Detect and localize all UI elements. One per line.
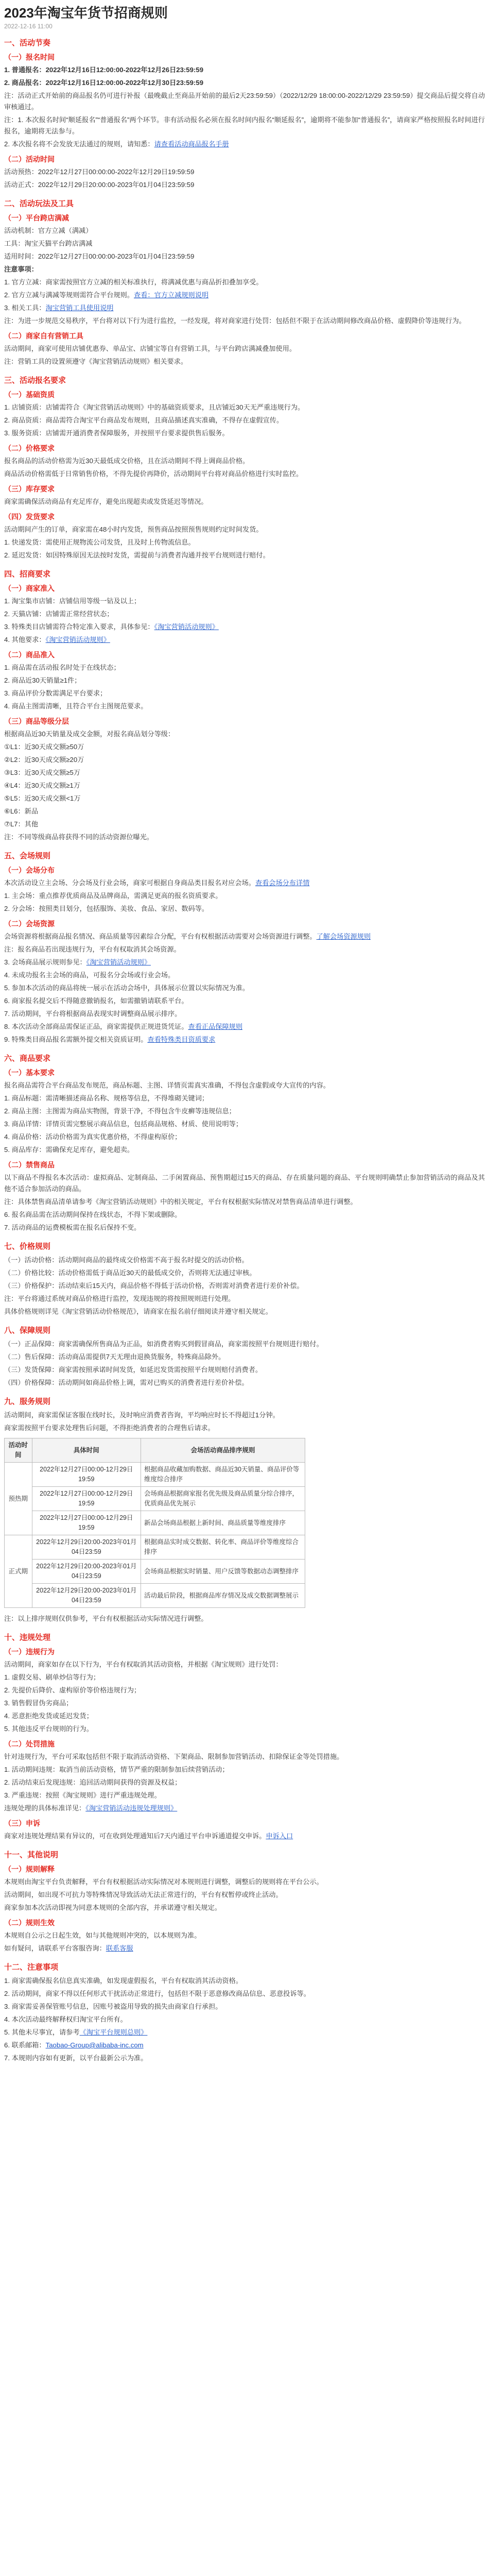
- section-notes: [4, 1961, 485, 2064]
- sorting-rules-table: [4, 1438, 305, 1608]
- subsection-title: （四）发货要求: [4, 513, 55, 521]
- paragraph-text: 本次活动设立主会场、分会场及行业会场，商家可根据自身商品类目报名对应会场。: [4, 879, 255, 887]
- paragraph: 3. 商品评价分数需满足平台要求；: [4, 689, 107, 697]
- paragraph: 4. 商品主图需清晰，且符合平台主图规范要求。: [4, 702, 148, 710]
- page-title: 2023年淘宝年货节招商规则: [4, 5, 168, 21]
- paragraph: 3. 商品详情：详情页需完整展示商品信息，包括商品规格、材质、使用说明等；: [4, 1120, 243, 1128]
- subsection-title: （二）商家自有营销工具: [4, 332, 83, 340]
- paragraph: 6. 商家报名提交后不得随意撤销报名，如需撤销请联系平台。: [4, 997, 188, 1005]
- subsection-title: （三）申诉: [4, 1819, 40, 1827]
- paragraph: 商家参加本次活动即视为同意本规则的全部内容，并承诺遵守相关规定。: [4, 1904, 221, 1911]
- table-cell-rule: 根据商品收藏加购数据、商品近30天销量、商品评价等维度综合排序: [141, 1463, 305, 1487]
- rule-link[interactable]: 《淘宝平台规则总则》: [79, 2028, 148, 2036]
- paragraph: [4, 957, 485, 968]
- paragraph: 活动期间产生的订单，商家需在48小时内发货，预售商品按照预售规则约定时间发货。: [4, 526, 263, 533]
- paragraph-text: 2. 官方立减与满减等规则需符合平台规则。: [4, 291, 134, 299]
- paragraph-text: 会场资源将根据商品报名情况、商品质量等因素综合分配，平台有权根据活动需要对会场资源进行调整。: [4, 933, 317, 940]
- section-title: 三、活动报名要求: [4, 376, 66, 385]
- table-cell-time: 2022年12月29日20:00-2023年01月04日23:59: [32, 1584, 141, 1608]
- paragraph: 1. 商家需确保报名信息真实准确，如发现虚假报名，平台有权取消其活动资格。: [4, 1977, 243, 1985]
- rule-link[interactable]: 淘宝营销工具使用说明: [45, 304, 114, 312]
- paragraph: 6. 报名商品需在活动期间保持在线状态，不得下架或删除。: [4, 1211, 182, 1218]
- section-title: 十一、其他说明: [4, 1851, 59, 1859]
- paragraph: 7. 本规则内容如有更新，以平台最新公示为准。: [4, 2054, 148, 2062]
- table-row: [5, 1487, 305, 1511]
- paragraph-text: 9. 特殊类目商品报名需额外提交相关资质证明。: [4, 1036, 148, 1043]
- subsection-title: （二）价格要求: [4, 444, 55, 452]
- publish-date: 2022-12-16 11:00: [4, 23, 53, 30]
- table-cell-rule: 根据商品实时成交数据、转化率、商品评价等维度综合排序: [141, 1535, 305, 1560]
- section-violations: [4, 1632, 485, 1842]
- paragraph: ⑥L6：新品: [4, 807, 39, 815]
- paragraph: ②L2：近30天成交额≥20万: [4, 756, 84, 764]
- section-title: 一、活动节奏: [4, 39, 51, 47]
- paragraph: 3. 严重违规：按照《淘宝规则》进行严重违规处理。: [4, 1791, 161, 1799]
- subsection-title: （一）规则解释: [4, 1865, 55, 1873]
- subsection-title: （一）报名时间: [4, 53, 55, 61]
- paragraph: 5. 商品库存：需确保充足库存，避免超卖。: [4, 1146, 134, 1154]
- paragraph: [4, 1021, 485, 1032]
- paragraph: 本规则由淘宝平台负责解释，平台有权根据活动实际情况对本规则进行调整，调整后的规则将在平台公示。: [4, 1878, 323, 1886]
- paragraph: 1. 官方立减：商家需按照官方立减的相关标准执行，将满减优惠与商品折扣叠加享受。: [4, 278, 263, 286]
- subsection-title: （二）商品准入: [4, 651, 55, 659]
- paragraph: （三）价格保护：活动结束后15天内，商品价格不得低于活动价格，否则需对消费者进行差价补偿。: [4, 1282, 304, 1290]
- paragraph: 报名商品的活动价格需为近30天最低成交价格，且在活动期间不得上调商品价格。: [4, 457, 250, 465]
- section-title: 十二、注意事项: [4, 1963, 59, 1972]
- table-row: [5, 1560, 305, 1584]
- subsection-title: （二）会场资源: [4, 920, 55, 928]
- paragraph: 2. 商品主图：主图需为商品实物图，背景干净，不得包含牛皮癣等违规信息；: [4, 1107, 236, 1115]
- paragraph: [4, 139, 485, 150]
- paragraph: （四）价格保障：活动期间如商品价格上调，需对已购买的消费者进行差价补偿。: [4, 1379, 249, 1386]
- paragraph: [4, 877, 485, 889]
- table-header-cell: 具体时间: [32, 1438, 141, 1463]
- paragraph: 1. 虚假交易、刷单炒信等行为；: [4, 1673, 100, 1681]
- paragraph: （一）正品保障：商家需确保所售商品为正品，如消费者购买到假冒商品，商家需按照平台规则进行赔付。: [4, 1340, 323, 1348]
- section-title: 二、活动玩法及工具: [4, 199, 74, 208]
- paragraph: 工具：淘宝天猫平台跨店满减: [4, 240, 93, 247]
- subsection-title: （二）禁售商品: [4, 1161, 55, 1169]
- section-tools: [4, 198, 485, 367]
- paragraph: 活动期间，如出现不可抗力等特殊情况导致活动无法正常进行的，平台有权暂停或终止活动。: [4, 1891, 283, 1899]
- paragraph: [4, 931, 485, 942]
- paragraph-text: 3. 特殊类目店铺需符合特定准入要求，具体参见：: [4, 623, 154, 631]
- subsection-title: （一）基础资质: [4, 391, 55, 399]
- rule-link[interactable]: 《淘宝营销活动规则》: [154, 623, 219, 631]
- section-products: [4, 1053, 485, 1233]
- table-row: [5, 1511, 305, 1535]
- appeal-link[interactable]: 申诉入口: [266, 1832, 293, 1840]
- paragraph: [4, 2027, 485, 2038]
- paragraph: 根据商品近30天销量及成交金额，对报名商品划分等级：: [4, 730, 175, 738]
- paragraph: 注意事项：: [4, 265, 38, 273]
- paragraph: 1. 商品标题：需清晰描述商品名称、规格等信息，不得堆砌关键词；: [4, 1094, 209, 1102]
- paragraph: 适用时间：2022年12月27日00:00:00-2023年01月04日23:59:59: [4, 252, 195, 260]
- paragraph: 注：活动正式开始前的商品报名仍可进行补报（最晚截止至商品开始前的最后2天23:59:59）（2022/12/29 18:00:00-2022/12/29 23:59:59）提交商品后提交将自动审核通过。: [4, 92, 485, 111]
- rule-link[interactable]: 《淘宝营销活动违规处理规则》: [85, 1804, 178, 1812]
- paragraph-text: 6. 联系邮箱：: [4, 2041, 46, 2049]
- table-cell-rule: 新品会场商品根据上新时间、商品质量等维度排序: [141, 1511, 305, 1535]
- paragraph: 3. 销售假冒伪劣商品；: [4, 1699, 73, 1707]
- paragraph: 4. 本次活动最终解释权归淘宝平台所有。: [4, 2015, 127, 2023]
- paragraph: 商家需确保活动商品有充足库存，避免出现超卖或发货延迟等情况。: [4, 498, 208, 505]
- paragraph: 2. 活动期间，商家不得以任何形式干扰活动正常进行，包括但不限于恶意修改商品信息、恶意投诉等。: [4, 1990, 310, 1997]
- paragraph-text: 3. 会场商品展示规则参见：: [4, 958, 86, 966]
- rule-link[interactable]: 了解会场资源规则: [316, 933, 371, 940]
- paragraph: 7. 活动商品的运费模板需在报名后保持不变。: [4, 1224, 141, 1231]
- paragraph: 3. 商家需妥善保管账号信息，因账号被盗用导致的损失由商家自行承担。: [4, 2003, 222, 2010]
- section-title: 六、商品要求: [4, 1054, 51, 1063]
- paragraph: 活动期间，商家需保证客服在线时长，及时响应消费者咨询，平均响应时长不得超过1分钟。: [4, 1411, 280, 1419]
- paragraph: 1. 普通报名：2022年12月16日12:00:00-2022年12月26日23:59:59: [4, 66, 204, 74]
- table-header-row: [5, 1438, 305, 1463]
- paragraph-text: 违规处理的具体标准详见：: [4, 1804, 86, 1812]
- subsection-title: （一）基本要求: [4, 1069, 55, 1077]
- paragraph: 2. 商品近30天销量≥1件；: [4, 676, 81, 684]
- paragraph: （三）发货保障：商家需按照承诺时间发货，如延迟发货需按照平台规则赔付消费者。: [4, 1366, 263, 1374]
- paragraph: 5. 参加本次活动的商品将统一展示在活动会场中，具体展示位置以实际情况为准。: [4, 984, 250, 992]
- paragraph: 针对违规行为，平台可采取包括但不限于取消活动资格、下架商品、限制参加营销活动、扣除保证金等处罚措施。: [4, 1753, 344, 1760]
- subsection-title: （一）会场分布: [4, 866, 55, 874]
- paragraph: 2. 分会场：按照类目划分，包括服饰、美妆、食品、家居、数码等。: [4, 905, 209, 912]
- paragraph: 1. 商品需在活动报名时处于在线状态；: [4, 664, 120, 671]
- section-service: [4, 1396, 485, 1624]
- paragraph: ④L4：近30天成交额≥1万: [4, 782, 81, 789]
- table-cell-time: 2022年12月27日00:00-12月29日19:59: [32, 1463, 141, 1487]
- table-cell-rule: 会场商品根据实时销量、用户反馈等数据动态调整排序: [141, 1560, 305, 1584]
- paragraph: 活动期间，商家可使用店铺优惠券、单品宝、店铺宝等自有营销工具，与平台跨店满减叠加使用。: [4, 345, 296, 352]
- paragraph: [4, 290, 485, 301]
- subsection-title: （三）库存要求: [4, 485, 55, 493]
- paragraph: ③L3：近30天成交额≥5万: [4, 769, 81, 776]
- subsection-title: （一）商家准入: [4, 584, 55, 592]
- paragraph: 4. 未成功报名主会场的商品，可报名分会场或行业会场。: [4, 971, 175, 979]
- paragraph: ⑤L5：近30天成交额<1万: [4, 794, 81, 802]
- subsection-title: （二）规则生效: [4, 1919, 55, 1927]
- paragraph: 注：不同等级商品将获得不同的活动资源位曝光。: [4, 833, 154, 841]
- paragraph: 活动预热：2022年12月27日00:00:00-2022年12月29日19:59:59: [4, 168, 195, 176]
- paragraph: 注：报名商品若出现违规行为，平台有权取消其会场资源。: [4, 945, 181, 953]
- paragraph: （二）售后保障：活动商品需提供7天无理由退换货服务，特殊商品除外。: [4, 1353, 225, 1361]
- paragraph: 2. 延迟发货：如因特殊原因无法按时发货，需提前与消费者沟通并按平台规则进行赔付。: [4, 551, 270, 559]
- table-cell-period: 正式期: [5, 1535, 32, 1608]
- paragraph: 商家需按照平台要求处理售后问题，不得拒绝消费者的合理售后请求。: [4, 1424, 215, 1432]
- table-cell-period: 预热期: [5, 1463, 32, 1535]
- paragraph: 报名商品需符合平台商品发布规范，商品标题、主图、详情页需真实准确，不得包含虚假或夸大宣传的内容。: [4, 1081, 330, 1089]
- paragraph: 3. 服务资质：店铺需开通消费者保障服务，并按照平台要求提供售后服务。: [4, 429, 229, 437]
- table-cell-rule: 会场商品根据商家报名优先级及商品质量分综合排序，优质商品优先展示: [141, 1487, 305, 1511]
- table-cell-time: 2022年12月27日00:00-12月29日19:59: [32, 1487, 141, 1511]
- paragraph: 5. 其他违反平台规则的行为。: [4, 1725, 93, 1733]
- rule-link[interactable]: 查看会场分布详情: [255, 879, 310, 887]
- paragraph: 2. 活动结束后发现违规：追回活动期间获得的资源及权益；: [4, 1778, 182, 1786]
- section-title: 八、保障规则: [4, 1326, 51, 1335]
- table-row: [5, 1463, 305, 1487]
- paragraph-text: 8. 本次活动全部商品需保证正品，商家需提供正规进货凭证。: [4, 1023, 188, 1030]
- contact-link[interactable]: 联系客服: [106, 1944, 133, 1952]
- paragraph: 注：营销工具的设置须遵守《淘宝营销活动规则》相关要求。: [4, 358, 188, 365]
- rule-link[interactable]: 查看正品保障规则: [188, 1023, 243, 1030]
- section-merchant: [4, 568, 485, 843]
- paragraph: 1. 快递发货：需使用正规物流公司发货，且及时上传物流信息。: [4, 538, 195, 546]
- paragraph: 注：1. 本次报名时间“顺延报名”“普通报名”两个环节。非有活动报名必须在报名时间内报名“顺延报名”，逾期将不能参加“普通报名”，请商家严格按照报名时间进行报名，逾期将无法参与。: [4, 116, 485, 135]
- paragraph: 注：平台将通过系统对商品价格进行监控，发现违规的将按照规则进行处理。: [4, 1295, 235, 1302]
- paragraph-text: 5. 其他未尽事宜，请参考: [4, 2028, 80, 2036]
- paragraph: 注：具体禁售商品清单请参考《淘宝营销活动规则》中的相关规定，平台有权根据实际情况对禁售商品清单进行调整。: [4, 1198, 357, 1206]
- table-row: [5, 1535, 305, 1560]
- subsection-title: （二）活动时间: [4, 155, 55, 163]
- paragraph: 4. 恶意拒绝发货或延迟发货；: [4, 1712, 93, 1720]
- section-title: 四、招商要求: [4, 570, 51, 579]
- paragraph: 活动期间，商家如存在以下行为，平台有权取消其活动资格，并根据《淘宝规则》进行处罚：: [4, 1660, 283, 1668]
- paragraph: [4, 621, 485, 633]
- section-pricing: [4, 1241, 485, 1317]
- table-cell-time: 2022年12月27日00:00-12月29日19:59: [32, 1511, 141, 1535]
- subsection-title: （二）处罚措施: [4, 1740, 55, 1748]
- paragraph: ⑦L7：其他: [4, 820, 39, 828]
- paragraph: 本规则自公示之日起生效，如与其他规则冲突的，以本规则为准。: [4, 1931, 201, 1939]
- paragraph-text: 商家对违规处理结果有异议的，可在收到处理通知后7天内通过平台申诉通道提交申诉。: [4, 1832, 266, 1840]
- paragraph: [4, 1034, 485, 1045]
- table-note: 注：以上排序规则仅供参考，平台有权根据活动实际情况进行调整。: [4, 1615, 208, 1622]
- paragraph-text: 4. 其他要求：: [4, 636, 46, 643]
- section-title: 七、价格规则: [4, 1242, 51, 1251]
- section-schedule: [4, 37, 485, 191]
- table-cell-rule: 活动最后阶段，根据商品库存情况及成交数据调整展示: [141, 1584, 305, 1608]
- paragraph: 1. 淘宝集市店铺：店铺信用等级一钻及以上；: [4, 597, 141, 605]
- rule-link[interactable]: 查看：官方立减规则说明: [134, 291, 209, 299]
- paragraph-text: 如有疑问，请联系平台客服咨询：: [4, 1944, 106, 1952]
- rule-link[interactable]: 《淘宝营销活动规则》: [86, 958, 151, 966]
- paragraph: 2. 商品资质：商品需符合淘宝平台商品发布规则，且商品描述真实准确，不得存在虚假宣传。: [4, 416, 284, 424]
- paragraph: 1. 活动期间违规：取消当前活动资格，情节严重的限制参加后续营销活动；: [4, 1766, 229, 1773]
- paragraph: 2. 商品报名：2022年12月16日12:00:00-2022年12月30日23:59:59: [4, 79, 204, 87]
- paragraph-text: 2. 本次报名将不会发放无法通过的规则，请知悉：: [4, 140, 154, 148]
- paragraph: 活动机制：官方立减（满减）: [4, 227, 93, 234]
- paragraph: 具体价格规则详见《淘宝营销活动价格规范》，请商家在报名前仔细阅读并遵守相关规定。: [4, 1308, 272, 1315]
- paragraph: 7. 活动期间，平台将根据商品表现实时调整商品展示排序。: [4, 1010, 182, 1018]
- paragraph: ①L1：近30天成交额≥50万: [4, 743, 84, 751]
- email-link[interactable]: Taobao-Group@alibaba-inc.com: [45, 2041, 144, 2049]
- rule-link[interactable]: 请查看活动商品报名手册: [154, 140, 229, 148]
- section-title: 九、服务规则: [4, 1397, 51, 1406]
- table-header-cell: 会场活动商品排序规则: [141, 1438, 305, 1463]
- paragraph: 以下商品不得报名本次活动：虚拟商品、定制商品、二手闲置商品、预售期超过15天的商品、存在质量问题的商品、平台规则明确禁止参加营销活动的商品及其他不适合参加活动的商品。: [4, 1174, 485, 1193]
- section-title: 十、违规处理: [4, 1633, 51, 1642]
- paragraph: 2. 天猫店铺：店铺需正常经营状态；: [4, 610, 114, 618]
- table-row: [5, 1584, 305, 1608]
- paragraph: 2. 先提价后降价、虚构原价等价格违规行为；: [4, 1686, 141, 1694]
- section-guarantee: [4, 1325, 485, 1388]
- paragraph: 1. 店铺资质：店铺需符合《淘宝营销活动规则》中的基础资质要求，且店铺近30天无严重违规行为。: [4, 403, 305, 411]
- paragraph: [4, 1831, 485, 1842]
- section-venue: [4, 850, 485, 1045]
- table-cell-time: 2022年12月29日20:00-2023年01月04日23:59: [32, 1560, 141, 1584]
- rule-link[interactable]: 查看特殊类目资质要求: [147, 1036, 216, 1043]
- section-title: 五、会场规则: [4, 852, 51, 860]
- paragraph: 1. 主会场：重点推荐优质商品及品牌商品，需满足更高的报名资质要求。: [4, 892, 222, 900]
- subsection-title: （一）平台跨店满减: [4, 214, 69, 222]
- paragraph: （一）活动价格：活动期间商品的最终成交价格需不高于报名时提交的活动价格。: [4, 1256, 249, 1264]
- paragraph: [4, 302, 485, 314]
- paragraph: 4. 商品价格：活动价格需为真实优惠价格，不得虚构原价；: [4, 1133, 182, 1141]
- paragraph: 注：为进一步规范交易秩序，平台将对以下行为进行监控，一经发现，将对商家进行处罚：包括但不限于在活动期间修改商品价格、虚假降价等违规行为。: [4, 317, 466, 325]
- paragraph-text: 3. 相关工具：: [4, 304, 46, 312]
- paragraph: [4, 634, 485, 646]
- paragraph: （二）价格比较：活动价格需低于商品近30天的最低成交价，否则将无法通过审核。: [4, 1269, 256, 1277]
- subsection-title: （三）商品等级分层: [4, 717, 69, 725]
- paragraph: [4, 1803, 485, 1814]
- table-header-cell: 活动时间: [5, 1438, 32, 1463]
- table-cell-time: 2022年12月29日20:00-2023年01月04日23:59: [32, 1535, 141, 1560]
- paragraph: [4, 2040, 485, 2051]
- section-other: [4, 1849, 485, 1954]
- paragraph: 商品活动价格需低于日常销售价格，不得先提价再降价，活动期间平台将对商品价格进行实时监控。: [4, 470, 303, 478]
- paragraph: 活动正式：2022年12月29日20:00:00-2023年01月04日23:59:59: [4, 181, 195, 189]
- section-requirements: [4, 375, 485, 561]
- paragraph: [4, 1943, 485, 1954]
- rule-link[interactable]: 《淘宝营销活动规则》: [45, 636, 110, 643]
- subsection-title: （一）违规行为: [4, 1648, 55, 1656]
